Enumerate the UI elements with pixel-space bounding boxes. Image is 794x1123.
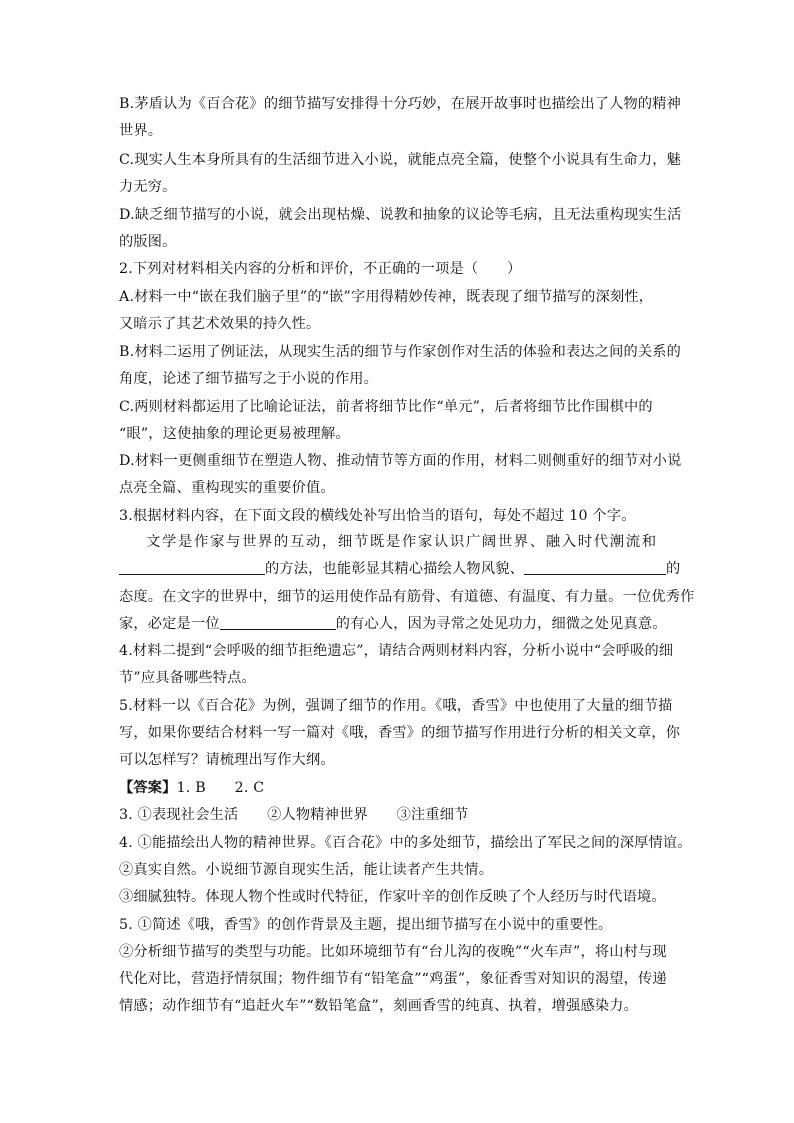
option-c-line2: 力无穷。	[119, 179, 177, 195]
option-c-line1: C.现实人生本身所具有的生活细节进入小说，就能点亮全篇，使整个小说具有生命力，魅	[119, 152, 681, 168]
answer-4-point3: ③细腻独特。体现人物个性或时代特征，作家叶辛的创作反映了个人经历与时代语境。	[119, 889, 666, 905]
question-2: 2.下列对材料相关内容的分析和评价，不正确的一项是（ ）	[119, 261, 522, 277]
answer-3: 3. ①表现社会生活 ②人物精神世界 ③注重细节	[119, 807, 469, 823]
question-5-line2: 写，如果你要结合材料一写一篇对《哦，香雪》的细节描写作用进行分析的相关文章，你	[119, 725, 681, 741]
answer-5-point2-line1: ②分析细节描写的类型与功能。比如环境细节有“台儿沟的夜晚”“火车声”，将山村与现	[119, 944, 667, 960]
q3-passage-text: 的方法，也能彰显其精心描绘人物风貌、	[265, 561, 524, 577]
option-b-line1: B.茅盾认为《百合花》的细节描写安排得十分巧妙，在展开故事时也描绘出了人物的精神	[119, 96, 682, 112]
option-d-line2: 的版图。	[119, 234, 177, 250]
q3-passage-line4	[119, 615, 667, 633]
question-5-line3: 可以怎样写？请梳理出写作大纲。	[119, 752, 335, 768]
q3-passage-text: 的有心人，因为寻常之处见功力，细微之处见真意。	[335, 616, 667, 632]
question-5-line1: 5.材料一以《百合花》为例，强调了细节的作用。《哦，香雪》中也使用了大量的细节描	[119, 698, 673, 714]
q2-option-d-line1: D.材料一更侧重细节在塑造人物、推动情节等方面的作用，材料二则侧重好的细节对小说	[119, 453, 682, 469]
option-b-line2: 世界。	[119, 123, 163, 139]
q3-passage-text: 的	[665, 561, 681, 577]
answer-line	[119, 779, 264, 797]
q2-option-b-line1: B.材料二运用了例证法，从现实生活的细节与作家创作对生活的体验和表达之间的关系的	[119, 344, 682, 360]
answer-5-point2-line2: 代化对比，营造抒情氛围；物件细节有“铅笔盒”“鸡蛋”，象征香雪对知识的渴望，传递	[119, 971, 667, 987]
q3-passage-text: 家，必定是一位	[119, 616, 220, 632]
answer-4-point1: 4. ①能描绘出人物的精神世界。《百合花》中的多处细节，描绘出了军民之间的深厚情谊。	[119, 835, 692, 851]
question-4-line1: 4.材料二提到“会呼吸的细节拒绝遗忘”，请结合两则材料内容，分析小说中“会呼吸的细	[119, 643, 674, 659]
q3-passage-line1: 文学是作家与世界的互动，细节既是作家认识广阔世界、融入时代潮流和	[146, 534, 658, 550]
q2-option-c-line1: C.两则材料都运用了比喻论证法，前者将细节比作“单元”，后者将细节比作围棋中的	[119, 399, 653, 415]
question-4-line2: 节”应具备哪些特点。	[119, 670, 256, 686]
q2-option-d-line2: 点亮全篇、重构现实的重要价值。	[119, 480, 335, 496]
q3-passage-line2	[119, 560, 680, 578]
answer-label: 【答案】	[119, 780, 177, 796]
option-d-line1: D.缺乏细节描写的小说，就会出现枯燥、说教和抽象的议论等毛病，且无法重构现实生活	[119, 207, 682, 223]
fill-blank-1[interactable]	[119, 560, 265, 575]
answer-5-point1: 5. ①简述《哦，香雪》的创作背景及主题，提出细节描写在小说中的重要性。	[119, 917, 613, 933]
fill-blank-3[interactable]	[220, 615, 336, 630]
q3-passage-line3: 态度。在文字的世界中，细节的运用使作品有筋骨、有道德、有温度、有力量。一位优秀作	[119, 589, 695, 605]
answer-5-point2-line3: 情感；动作细节有“追赶火车”“数铅笔盒”，刻画香雪的纯真、执着，增强感染力。	[119, 998, 638, 1014]
answer-text: 1. B 2. C	[176, 780, 265, 796]
answer-4-point2: ②真实自然。小说细节源自现实生活，能让读者产生共情。	[119, 862, 494, 878]
question-3: 3.根据材料内容，在下面文段的横线处补写出恰当的语句，每处不超过 10 个字。	[119, 508, 636, 524]
q2-option-a-line1: A.材料一中“嵌在我们脑子里”的“嵌”字用得精妙传神，既表现了细节描写的深刻性，	[119, 289, 654, 305]
q2-option-b-line2: 角度，论述了细节描写之于小说的作用。	[119, 371, 378, 387]
fill-blank-2[interactable]	[524, 560, 666, 575]
q2-option-c-line2: “眼”，这使抽象的理论更易被理解。	[119, 426, 350, 442]
q2-option-a-line2: 又暗示了其艺术效果的持久性。	[119, 316, 321, 332]
